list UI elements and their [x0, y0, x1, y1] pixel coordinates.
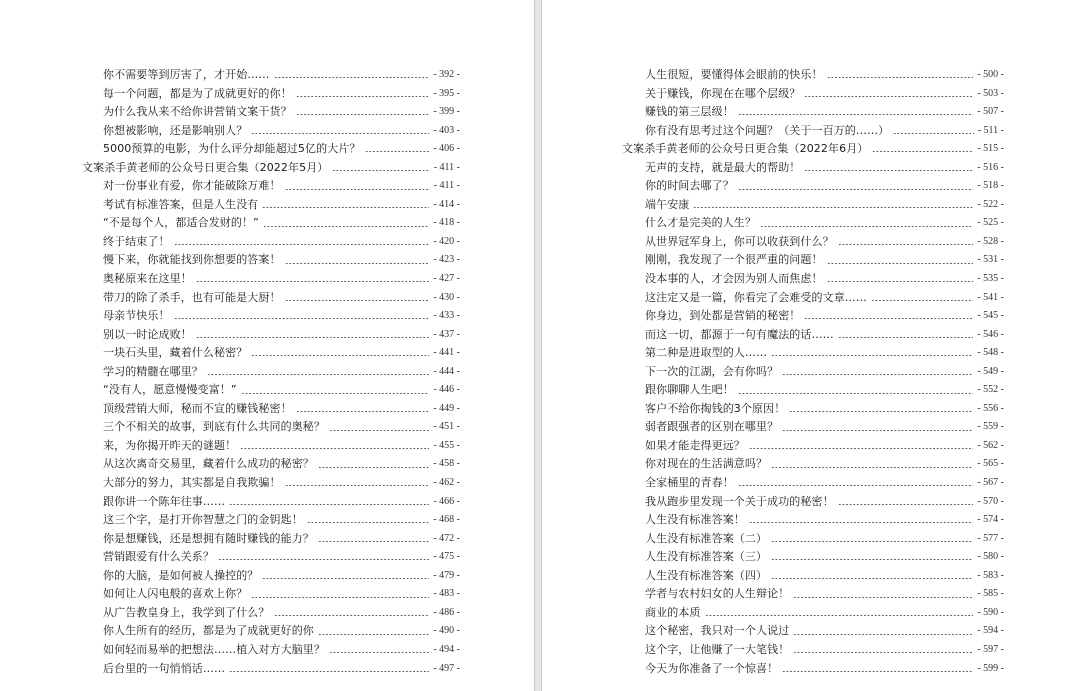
toc-entry-page-number: - 599 - — [977, 662, 1004, 674]
toc-entry-title: 这三个字，是打开你智慧之门的金钥匙！ — [103, 513, 303, 527]
dot-leader — [251, 355, 429, 356]
toc-entry[interactable] — [622, 326, 1004, 345]
dot-leader — [760, 226, 973, 227]
dot-leader — [738, 189, 974, 190]
toc-entry-title: 别以一时论成败！ — [103, 327, 192, 341]
toc-entry[interactable] — [82, 455, 460, 474]
toc-entry-title: 端午安康 — [645, 197, 690, 211]
toc-entry-page-number: - 395 - — [433, 87, 460, 99]
dot-leader — [793, 652, 973, 653]
toc-entry-page-number: - 449 - — [433, 402, 460, 414]
toc-entry[interactable] — [82, 177, 460, 196]
toc-entry[interactable] — [82, 585, 460, 604]
toc-entry-page-number: - 399 - — [433, 106, 460, 118]
toc-entry[interactable] — [622, 344, 1004, 363]
toc-entry-title: “没有人，愿意慢慢变富！” — [103, 383, 237, 397]
toc-entry-page-number: - 548 - — [977, 347, 1004, 359]
toc-entry[interactable] — [82, 363, 460, 382]
toc-entry-title: 5000预算的电影，为什么评分却能超过5亿的大片？ — [103, 142, 361, 156]
toc-entry-title: 这个秘密，我只对一个人说过 — [645, 624, 790, 638]
toc-entry-page-number: - 479 - — [433, 569, 460, 581]
toc-entry[interactable] — [82, 85, 460, 104]
toc-entry-page-number: - 515 - — [977, 143, 1004, 155]
dot-leader — [285, 189, 430, 190]
toc-entry-page-number: - 427 - — [433, 273, 460, 285]
dot-leader — [789, 411, 973, 412]
dot-leader — [771, 578, 973, 579]
toc-entry-title: 每一个问题，都是为了成就更好的你！ — [103, 86, 292, 100]
toc-entry-title: 为什么我从来不给你讲营销文案干货？ — [103, 105, 292, 119]
dot-leader — [318, 634, 429, 635]
dot-leader — [771, 541, 973, 542]
toc-entry-page-number: - 597 - — [977, 643, 1004, 655]
toc-entry-title: 跟你聊聊人生吧！ — [645, 383, 734, 397]
toc-entry-title: 赚钱的第三层级！ — [645, 105, 734, 119]
toc-entry-title: 从世界冠军身上，你可以收获到什么？ — [645, 234, 834, 248]
toc-entry[interactable] — [622, 622, 1004, 641]
toc-entry[interactable] — [622, 363, 1004, 382]
toc-entry-title: 营销跟爱有什么关系？ — [103, 550, 214, 564]
toc-entry-page-number: - 535 - — [977, 273, 1004, 285]
toc-entry-title: 你想被影响，还是影响别人？ — [103, 123, 248, 137]
dot-leader — [782, 671, 973, 672]
toc-entry[interactable] — [622, 251, 1004, 270]
toc-entry-page-number: - 518 - — [977, 180, 1004, 192]
toc-entry-page-number: - 441 - — [433, 347, 460, 359]
toc-entry-page-number: - 418 - — [433, 217, 460, 229]
dot-leader — [274, 615, 430, 616]
toc-entry-title: 对一份事业有爱，你才能破除万难！ — [103, 179, 281, 193]
dot-leader — [218, 559, 429, 560]
toc-entry-page-number: - 545 - — [977, 310, 1004, 322]
toc-entry-title: 人生很短，要懂得体会眼前的快乐！ — [645, 68, 823, 81]
dot-leader — [827, 77, 974, 78]
toc-entry-title: 从广告教皇身上，我学到了什么？ — [103, 605, 270, 619]
dot-leader — [871, 300, 973, 301]
toc-entry[interactable] — [82, 140, 460, 159]
toc-entry-title: 母亲节快乐！ — [103, 309, 170, 323]
toc-entry[interactable] — [82, 270, 460, 289]
toc-entry-title: 没本事的人，才会因为别人而焦虑！ — [645, 272, 823, 286]
dot-leader — [838, 337, 974, 338]
toc-entry-title: 人生没有标准答案（四） — [645, 568, 768, 582]
toc-list-left — [82, 66, 460, 678]
toc-entry[interactable] — [82, 400, 460, 419]
toc-entry-title: 终于结束了！ — [103, 234, 170, 248]
dot-leader — [749, 448, 973, 449]
toc-entry-page-number: - 585 - — [977, 588, 1004, 600]
dot-leader — [251, 133, 429, 134]
toc-entry-page-number: - 574 - — [977, 514, 1004, 526]
dot-leader — [332, 170, 429, 171]
toc-entry[interactable] — [622, 103, 1004, 122]
toc-entry-page-number: - 392 - — [433, 69, 460, 80]
toc-entry[interactable] — [622, 85, 1004, 104]
toc-entry-title: 你对现在的生活满意吗？ — [645, 457, 768, 471]
toc-entry-page-number: - 567 - — [977, 477, 1004, 489]
toc-entry-title: 奥秘原来在这里！ — [103, 272, 192, 286]
toc-entry-title: 后台里的一句悄悄话…… — [103, 661, 226, 675]
toc-entry[interactable] — [622, 418, 1004, 437]
toc-entry[interactable] — [82, 381, 460, 400]
toc-entry[interactable] — [82, 251, 460, 270]
toc-entry-page-number: - 541 - — [977, 291, 1004, 303]
toc-entry-title: 无声的支持，就是最大的帮助！ — [645, 160, 801, 174]
toc-entry-title: 你的大脑，是如何被人操控的？ — [103, 568, 259, 582]
toc-entry-page-number: - 525 - — [977, 217, 1004, 229]
toc-entry[interactable] — [622, 270, 1004, 289]
dot-leader — [693, 207, 973, 208]
dot-leader — [229, 504, 429, 505]
dot-leader — [782, 374, 973, 375]
toc-entry[interactable] — [622, 585, 1004, 604]
toc-entry-title: 全家桶里的青春！ — [645, 476, 734, 490]
toc-entry-page-number: - 590 - — [977, 606, 1004, 618]
toc-entry-title: 人生没有标准答案（三） — [645, 550, 768, 564]
toc-entry-page-number: - 475 - — [433, 551, 460, 563]
dot-leader — [771, 355, 973, 356]
dot-leader — [782, 430, 973, 431]
toc-entry-page-number: - 444 - — [433, 365, 460, 377]
toc-entry-page-number: - 556 - — [977, 402, 1004, 414]
dot-leader — [793, 597, 973, 598]
dot-leader — [296, 96, 430, 97]
toc-entry-page-number: - 423 - — [433, 254, 460, 266]
dot-leader — [174, 244, 430, 245]
toc-entry-page-number: - 403 - — [433, 124, 460, 136]
dot-leader — [838, 244, 974, 245]
page-gutter — [534, 0, 542, 691]
toc-entry[interactable] — [622, 400, 1004, 419]
toc-entry[interactable] — [82, 289, 460, 308]
toc-entry-page-number: - 500 - — [977, 69, 1004, 80]
dot-leader — [251, 597, 429, 598]
toc-entry-page-number: - 411 - — [433, 161, 460, 173]
toc-entry[interactable] — [82, 66, 460, 85]
toc-page-right — [542, 0, 1080, 691]
dot-leader — [738, 114, 974, 115]
toc-entry[interactable] — [622, 493, 1004, 512]
toc-entry[interactable] — [82, 103, 460, 122]
toc-entry-page-number: - 468 - — [433, 514, 460, 526]
toc-entry-page-number: - 549 - — [977, 365, 1004, 377]
toc-entry-page-number: - 430 - — [433, 291, 460, 303]
toc-list-right — [622, 66, 1004, 678]
toc-entry-title: 你是想赚钱，还是想拥有随时赚钱的能力？ — [103, 531, 314, 545]
toc-entry[interactable] — [622, 474, 1004, 493]
toc-entry-title: 人生没有标准答案！ — [645, 513, 745, 527]
dot-leader — [262, 207, 429, 208]
dot-leader — [174, 318, 430, 319]
toc-entry[interactable] — [82, 511, 460, 530]
toc-entry-title: 从这次离奇交易里，藏着什么成功的秘密？ — [103, 457, 314, 471]
toc-entry-title: 我从跑步里发现一个关于成功的秘密！ — [645, 494, 834, 508]
dot-leader — [285, 485, 430, 486]
toc-entry[interactable] — [82, 122, 460, 141]
toc-entry-page-number: - 466 - — [433, 495, 460, 507]
dot-leader — [207, 374, 429, 375]
toc-entry[interactable] — [622, 233, 1004, 252]
toc-entry[interactable] — [82, 548, 460, 567]
toc-entry-title: 顶级营销大师，秘而不宣的赚钱秘密！ — [103, 401, 292, 415]
toc-entry-title: 来，为你揭开昨天的谜题！ — [103, 438, 237, 452]
dot-leader — [365, 151, 430, 152]
toc-entry-page-number: - 507 - — [977, 106, 1004, 118]
toc-entry-title: 考试有标准答案，但是人生没有 — [103, 197, 259, 211]
toc-entry[interactable] — [82, 493, 460, 512]
toc-page-left — [0, 0, 534, 691]
toc-entry-title: 刚刚，我发现了一个很严重的问题！ — [645, 253, 823, 267]
toc-entry-title: 三个不相关的故事，到底有什么共同的奥秘？ — [103, 420, 325, 434]
toc-entry-page-number: - 528 - — [977, 235, 1004, 247]
dot-leader — [285, 300, 430, 301]
dot-leader — [229, 671, 429, 672]
toc-entry-title: 跟你讲一个陈年往事…… — [103, 494, 226, 508]
toc-entry[interactable] — [622, 159, 1004, 178]
toc-entry-title: 如何让人闪电般的喜欢上你？ — [103, 587, 248, 601]
dot-leader — [262, 578, 429, 579]
toc-entry-title: 文案杀手黄老师的公众号日更合集（2022年5月） — [82, 160, 329, 174]
toc-entry-page-number: - 570 - — [977, 495, 1004, 507]
toc-entry[interactable] — [622, 567, 1004, 586]
toc-section-heading[interactable] — [82, 159, 460, 178]
dot-leader — [318, 541, 429, 542]
toc-entry-page-number: - 552 - — [977, 384, 1004, 396]
toc-entry[interactable] — [622, 177, 1004, 196]
dot-leader — [241, 393, 430, 394]
dot-leader — [240, 448, 429, 449]
toc-entry-title: 关于赚钱，你现在在哪个层级？ — [645, 86, 801, 100]
toc-entry[interactable] — [622, 307, 1004, 326]
toc-entry-page-number: - 559 - — [977, 421, 1004, 433]
toc-entry-title: 下一次的江湖，会有你吗？ — [645, 364, 779, 378]
toc-entry-page-number: - 490 - — [433, 625, 460, 637]
toc-entry-title: 慢下来，你就能找到你想要的答案！ — [103, 253, 281, 267]
toc-entry-page-number: - 562 - — [977, 439, 1004, 451]
dot-leader — [838, 504, 974, 505]
toc-entry-title: 这个字，让他赚了一大笔钱！ — [645, 642, 790, 656]
toc-entry-title: 一块石头里，藏着什么秘密？ — [103, 346, 248, 360]
toc-entry[interactable] — [622, 641, 1004, 660]
toc-entry[interactable] — [622, 289, 1004, 308]
toc-entry-page-number: - 494 - — [433, 643, 460, 655]
toc-entry[interactable] — [82, 641, 460, 660]
toc-entry-page-number: - 503 - — [977, 87, 1004, 99]
toc-entry-title: 大部分的努力，其实都是自我欺骗！ — [103, 476, 281, 490]
toc-entry[interactable] — [82, 660, 460, 679]
dot-leader — [307, 522, 430, 523]
toc-entry[interactable] — [82, 474, 460, 493]
toc-entry[interactable] — [622, 437, 1004, 456]
toc-entry[interactable] — [82, 418, 460, 437]
dot-leader — [318, 467, 429, 468]
toc-entry-title: 带刀的除了杀手，也有可能是大厨！ — [103, 290, 281, 304]
toc-entry-title: 你有没有思考过这个问题？（关于一百万的……） — [645, 123, 890, 137]
toc-entry-title: 什么才是完美的人生？ — [645, 216, 756, 230]
toc-entry-page-number: - 577 - — [977, 532, 1004, 544]
toc-entry[interactable] — [622, 660, 1004, 679]
dot-leader — [263, 226, 429, 227]
dot-leader — [827, 281, 974, 282]
dot-leader — [893, 133, 974, 134]
dot-leader — [804, 170, 973, 171]
toc-entry-page-number: - 594 - — [977, 625, 1004, 637]
toc-entry-title: 这注定又是一篇，你看完了会难受的文章…… — [645, 290, 867, 304]
dot-leader — [329, 430, 429, 431]
toc-entry[interactable] — [82, 214, 460, 233]
toc-entry-title: 你身边，到处都是营销的秘密！ — [645, 309, 801, 323]
toc-entry[interactable] — [622, 455, 1004, 474]
toc-entry[interactable] — [622, 122, 1004, 141]
toc-entry[interactable] — [82, 604, 460, 623]
dot-leader — [738, 393, 974, 394]
toc-entry-page-number: - 486 - — [433, 606, 460, 618]
toc-entry[interactable] — [622, 548, 1004, 567]
toc-entry[interactable] — [622, 66, 1004, 85]
toc-entry-title: 而这一切，都源于一句有魔法的话…… — [645, 327, 834, 341]
toc-entry-title: 文案杀手黄老师的公众号日更合集（2022年6月） — [622, 142, 869, 156]
dot-leader — [274, 77, 430, 78]
toc-entry-page-number: - 472 - — [433, 532, 460, 544]
dot-leader — [738, 485, 974, 486]
toc-entry-page-number: - 462 - — [433, 477, 460, 489]
toc-entry[interactable] — [622, 214, 1004, 233]
toc-entry-page-number: - 420 - — [433, 235, 460, 247]
toc-entry[interactable] — [82, 307, 460, 326]
toc-entry[interactable] — [622, 381, 1004, 400]
toc-entry-title: 如果才能走得更远？ — [645, 438, 745, 452]
dot-leader — [749, 522, 973, 523]
toc-entry-page-number: - 433 - — [433, 310, 460, 322]
toc-entry-page-number: - 446 - — [433, 384, 460, 396]
toc-entry-page-number: - 565 - — [977, 458, 1004, 470]
toc-entry[interactable] — [622, 604, 1004, 623]
toc-entry-page-number: - 516 - — [977, 161, 1004, 173]
toc-entry-page-number: - 458 - — [433, 458, 460, 470]
toc-entry-page-number: - 455 - — [433, 439, 460, 451]
toc-entry-title: 今天为你准备了一个惊喜！ — [645, 661, 779, 675]
toc-entry[interactable] — [82, 344, 460, 363]
toc-entry-page-number: - 583 - — [977, 569, 1004, 581]
toc-entry-title: 你人生所有的经历，都是为了成就更好的你 — [103, 624, 314, 638]
toc-section-heading[interactable] — [622, 140, 1004, 159]
toc-entry-page-number: - 451 - — [433, 421, 460, 433]
toc-entry-page-number: - 497 - — [433, 662, 460, 674]
toc-entry-page-number: - 546 - — [977, 328, 1004, 340]
toc-entry-page-number: - 414 - — [433, 198, 460, 210]
toc-entry-page-number: - 406 - — [433, 143, 460, 155]
toc-entry-page-number: - 437 - — [433, 328, 460, 340]
dot-leader — [827, 263, 974, 264]
toc-entry-title: 客户不给你掏钱的3个原因！ — [645, 401, 786, 415]
toc-entry-title: 商业的本质 — [645, 605, 701, 619]
toc-entry[interactable] — [82, 567, 460, 586]
toc-entry-page-number: - 483 - — [433, 588, 460, 600]
dot-leader — [804, 96, 973, 97]
toc-entry[interactable] — [622, 511, 1004, 530]
toc-entry[interactable] — [82, 196, 460, 215]
dot-leader — [705, 615, 974, 616]
dot-leader — [872, 151, 973, 152]
toc-entry-title: “不是每个人，都适合发财的！” — [103, 216, 259, 230]
dot-leader — [771, 559, 973, 560]
toc-entry-title: 学习的精髓在哪里？ — [103, 364, 203, 378]
dot-leader — [196, 281, 430, 282]
toc-entry[interactable] — [622, 530, 1004, 549]
dot-leader — [804, 318, 973, 319]
toc-entry-page-number: - 580 - — [977, 551, 1004, 563]
toc-entry-page-number: - 531 - — [977, 254, 1004, 266]
dot-leader — [296, 411, 430, 412]
toc-entry-title: 你的时间去哪了？ — [645, 179, 734, 193]
toc-entry-title: 人生没有标准答案（二） — [645, 531, 768, 545]
dot-leader — [771, 467, 973, 468]
toc-entry[interactable] — [82, 622, 460, 641]
dot-leader — [285, 263, 430, 264]
toc-entry[interactable] — [82, 437, 460, 456]
toc-entry[interactable] — [82, 326, 460, 345]
toc-entry-title: 如何轻而易举的把想法……植入对方大脑里？ — [103, 642, 325, 656]
dot-leader — [196, 337, 430, 338]
toc-entry-page-number: - 511 - — [977, 124, 1004, 136]
toc-entry[interactable] — [82, 233, 460, 252]
toc-entry-title: 学者与农村妇女的人生辩论！ — [645, 587, 790, 601]
dot-leader — [296, 114, 430, 115]
toc-entry-title: 弱者跟强者的区别在哪里？ — [645, 420, 779, 434]
toc-entry-title: 你不需要等到厉害了，才开始…… — [103, 68, 270, 81]
toc-entry-page-number: - 522 - — [977, 198, 1004, 210]
toc-entry-title: 第二种是进取型的人…… — [645, 346, 768, 360]
toc-entry[interactable] — [82, 530, 460, 549]
toc-entry[interactable] — [622, 196, 1004, 215]
toc-entry-page-number: - 411 - — [433, 180, 460, 192]
dot-leader — [329, 652, 429, 653]
dot-leader — [793, 634, 973, 635]
